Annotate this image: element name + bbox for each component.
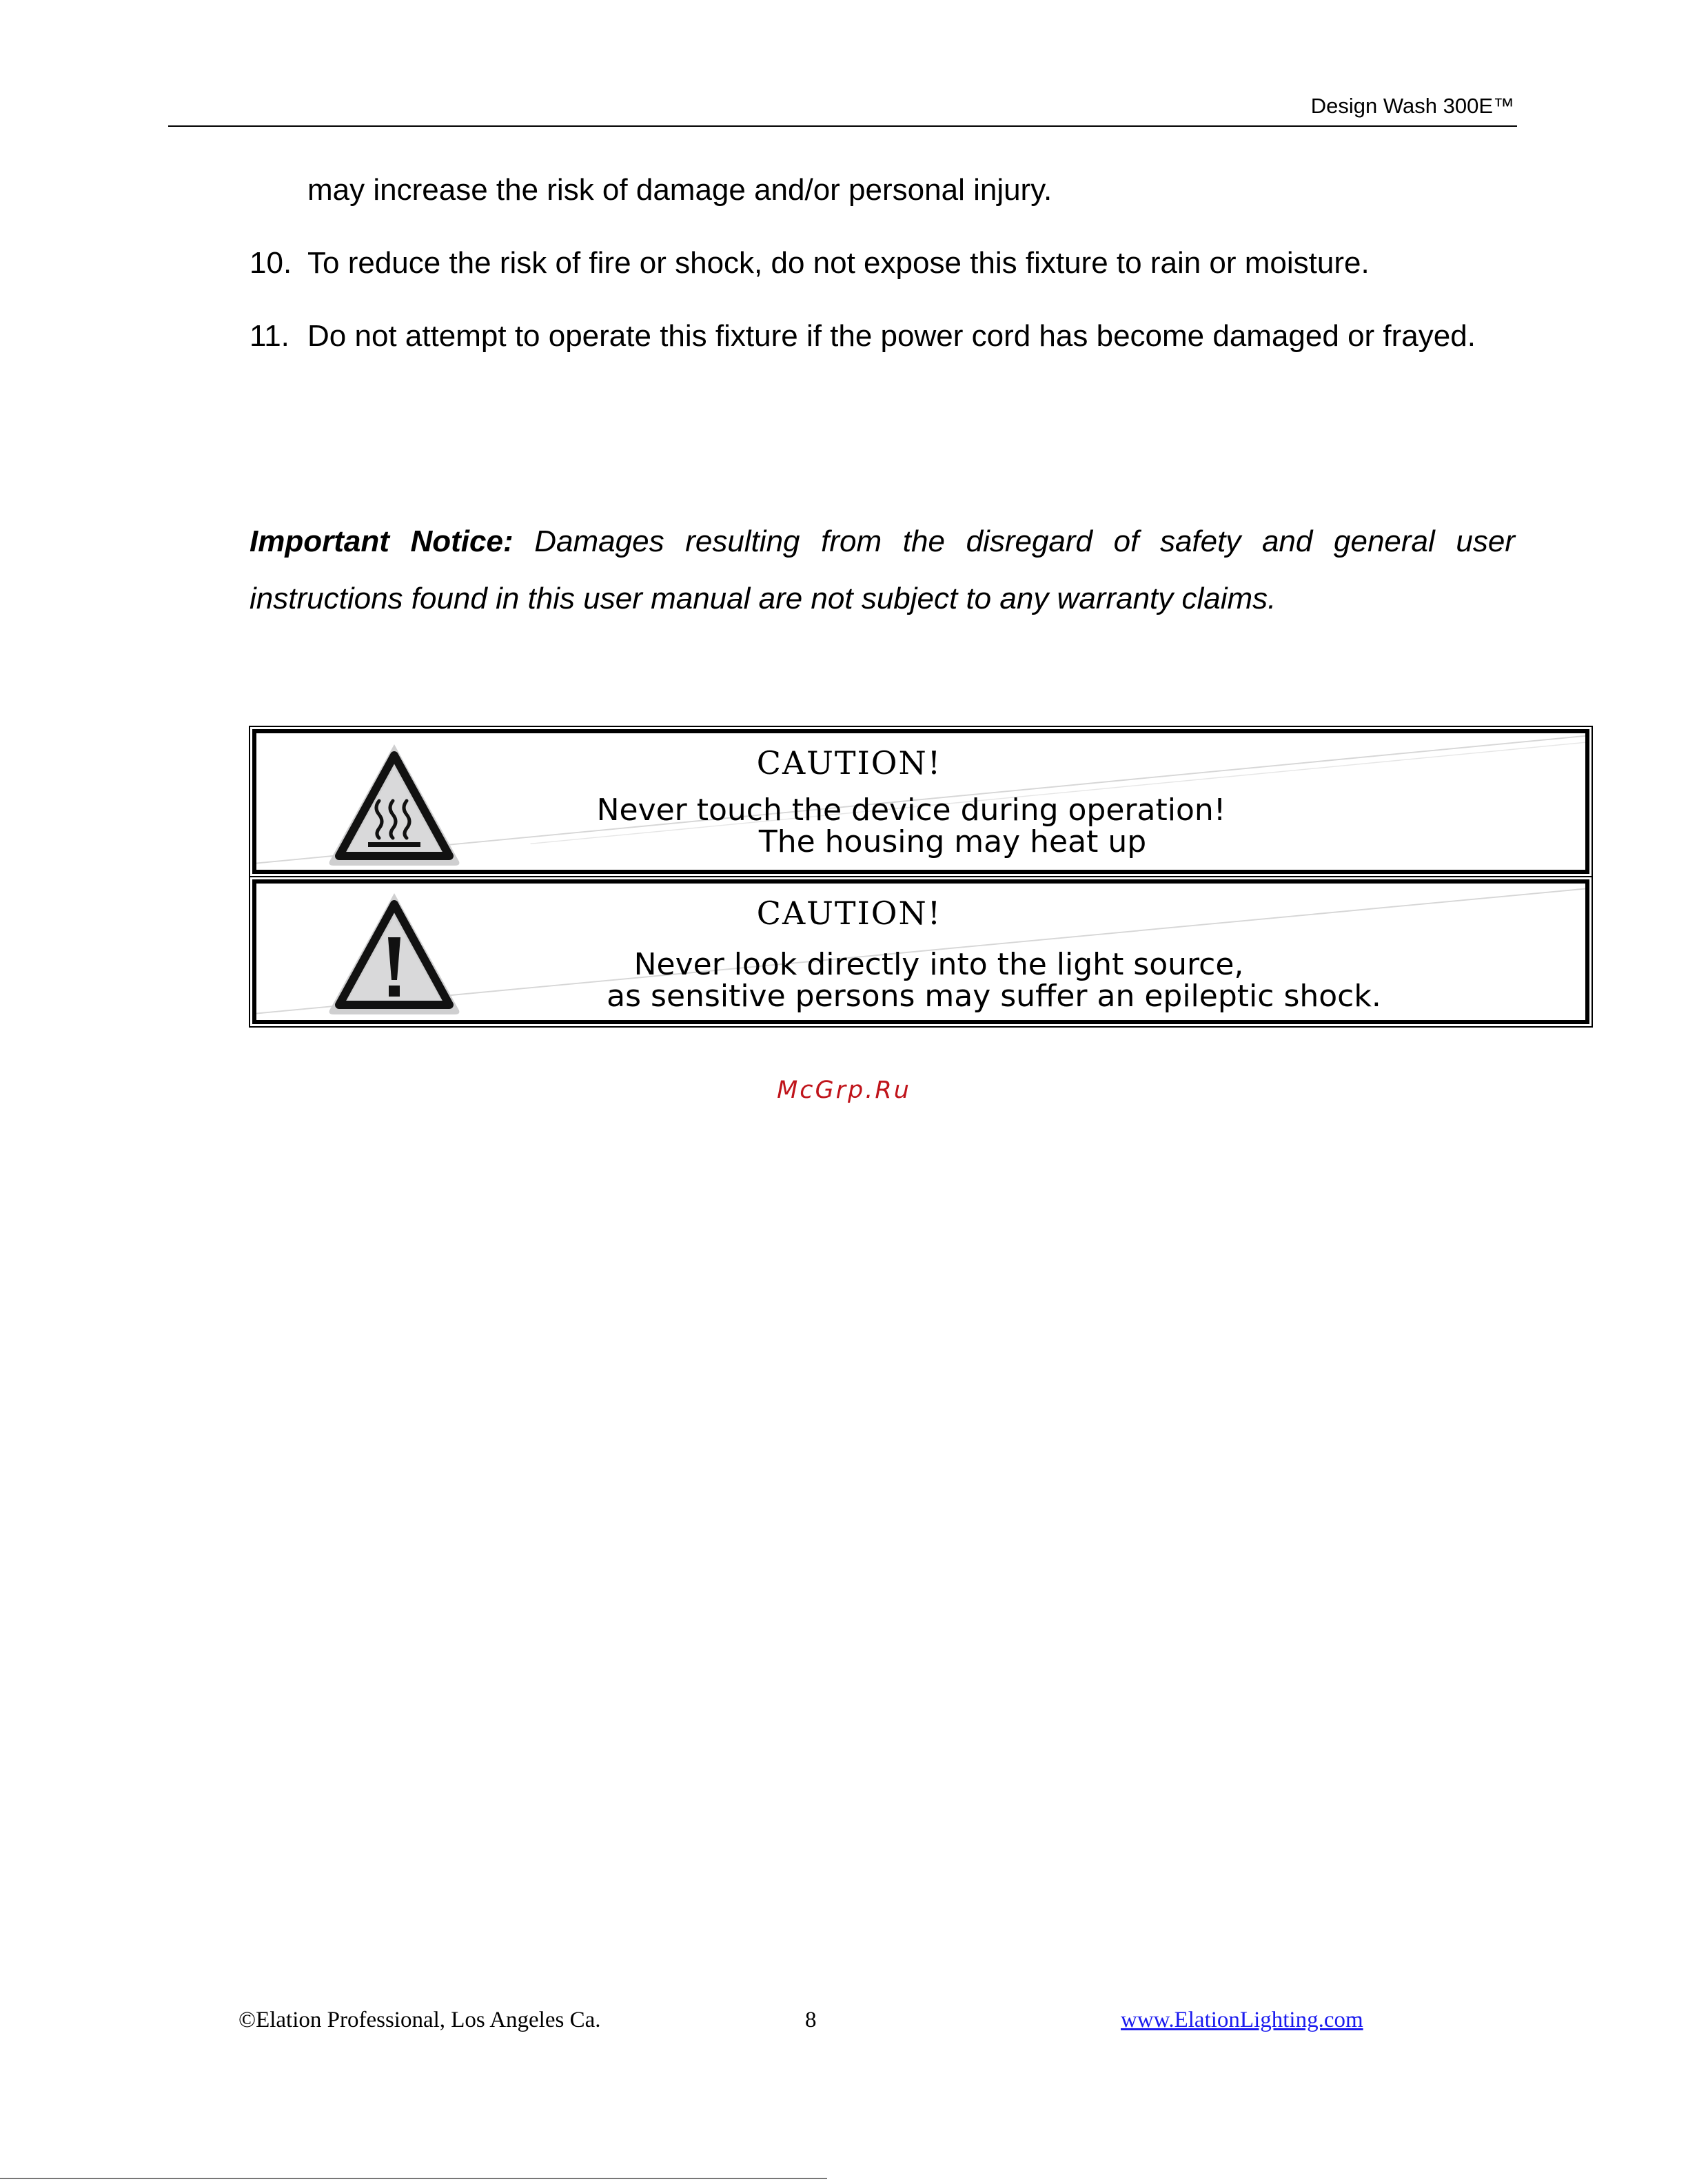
website-link[interactable]: www.ElationLighting.com xyxy=(1121,2008,1363,2032)
caution-line-1: Never look directly into the light source, xyxy=(633,947,1244,982)
watermark-text: McGrp.Ru xyxy=(777,1076,911,1104)
notice-text: Damages resulting from the disregard of safety and general user instructions found in this user manual are not subject to any warranty claims. xyxy=(250,524,1516,615)
caution-title: CAUTION! xyxy=(756,744,942,782)
page-number: 8 xyxy=(805,2008,817,2032)
list-item: Do not attempt to operate this fixture if the power cord has become damaged or frayed. xyxy=(307,319,1476,353)
header-title: Design Wash 300E™ xyxy=(1310,94,1514,118)
continuation-text: may increase the risk of damage and/or personal injury. xyxy=(307,173,1053,207)
list-item-number: 10. xyxy=(250,246,292,280)
caution-title: CAUTION! xyxy=(756,895,942,932)
header-divider xyxy=(168,125,1517,127)
important-notice xyxy=(250,513,1515,627)
caution-line-2: as sensitive persons may suffer an epileptic shock. xyxy=(607,979,1381,1014)
exclamation-warning-icon xyxy=(325,889,463,1017)
caution-box-light xyxy=(252,879,1589,1024)
caution-box-heat xyxy=(252,729,1589,874)
footer-copyright: ©Elation Professional, Los Angeles Ca. xyxy=(238,2008,601,2032)
caution-line-2: The housing may heat up xyxy=(758,824,1147,859)
page-edge-line xyxy=(0,2178,827,2179)
notice-label: Important Notice: xyxy=(250,524,513,558)
caution-line-1: Never touch the device during operation! xyxy=(596,793,1226,828)
list-item: To reduce the risk of fire or shock, do not expose this fixture to rain or moisture. xyxy=(307,246,1370,280)
hot-surface-icon xyxy=(325,740,463,868)
list-item-number: 11. xyxy=(250,319,289,353)
